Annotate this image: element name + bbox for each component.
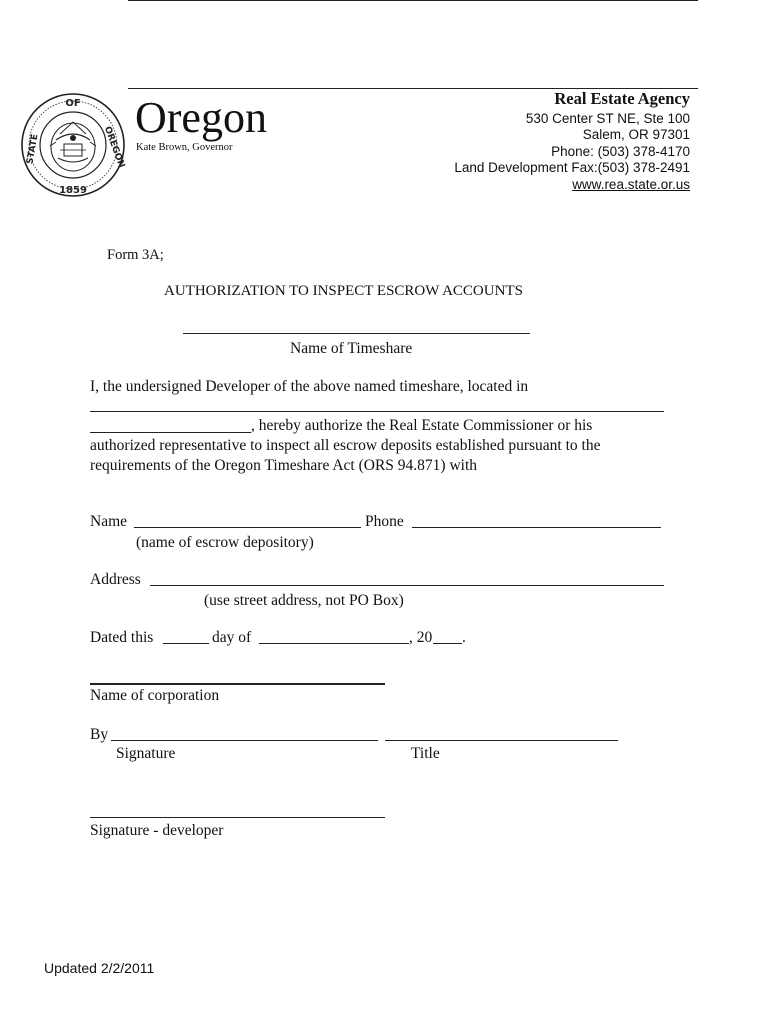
name-label: Name bbox=[90, 513, 128, 530]
agency-address-2: Salem, OR 97301 bbox=[582, 127, 690, 142]
name-hint: (name of escrow depository) bbox=[136, 534, 314, 551]
agency-address-1: 530 Center ST NE, Ste 100 bbox=[525, 110, 690, 126]
authorization-line-1: I, the undersigned Developer of the above named timeshare, located in bbox=[90, 378, 529, 395]
address-hint: (use street address, not PO Box) bbox=[204, 592, 404, 609]
authorization-line-3: , hereby authorize the Real Estate Commissioner or his bbox=[251, 417, 593, 434]
signature-label: Signature bbox=[116, 745, 176, 762]
agency-fax: Land Development Fax:(503) 378-2491 bbox=[454, 160, 690, 175]
developer-signature-field[interactable] bbox=[90, 817, 385, 818]
svg-text:OF: OF bbox=[65, 98, 81, 109]
svg-text:1859: 1859 bbox=[59, 185, 87, 196]
agency-name: Real Estate Agency bbox=[554, 89, 690, 108]
address-field[interactable] bbox=[150, 585, 664, 586]
agency-website-link[interactable]: www.rea.state.or.us bbox=[572, 176, 690, 192]
escrow-phone-field[interactable] bbox=[412, 527, 661, 528]
timeshare-name-label: Name of Timeshare bbox=[290, 340, 413, 357]
title-field[interactable] bbox=[385, 740, 618, 741]
month-field[interactable] bbox=[259, 643, 409, 644]
phone-label: Phone bbox=[365, 513, 404, 530]
title-label: Title bbox=[411, 745, 440, 762]
escrow-name-field[interactable] bbox=[134, 527, 361, 528]
year-prefix: , 20 bbox=[409, 629, 433, 646]
year-suffix: . bbox=[462, 629, 466, 646]
year-field[interactable] bbox=[433, 643, 462, 644]
form-title: AUTHORIZATION TO INSPECT ESCROW ACCOUNTS bbox=[164, 283, 523, 299]
dated-label: Dated this bbox=[90, 629, 154, 646]
authorization-line-4: authorized representative to inspect all escrow deposits established pursuant to the bbox=[90, 437, 601, 454]
form-number: Form 3A; bbox=[107, 247, 164, 263]
signature-field[interactable] bbox=[111, 740, 378, 741]
svg-text:OREGON: OREGON bbox=[101, 125, 126, 170]
day-field[interactable] bbox=[163, 643, 209, 644]
state-title: Oregon bbox=[135, 93, 267, 142]
authorization-line-5: requirements of the Oregon Timeshare Act (ORS 94.871) with bbox=[90, 457, 478, 474]
svg-text:STATE: STATE bbox=[25, 133, 41, 166]
corporation-label: Name of corporation bbox=[90, 687, 220, 704]
agency-phone: Phone: (503) 378-4170 bbox=[551, 143, 690, 159]
developer-signature-label: Signature - developer bbox=[90, 822, 224, 839]
location-field-short[interactable] bbox=[90, 432, 251, 433]
governor-line: Kate Brown, Governor bbox=[136, 142, 233, 153]
address-label: Address bbox=[90, 571, 141, 588]
state-seal-icon bbox=[20, 92, 126, 198]
by-label: By bbox=[90, 726, 109, 743]
updated-date: Updated 2/2/2011 bbox=[44, 960, 155, 976]
timeshare-name-field[interactable] bbox=[183, 333, 530, 334]
top-rule bbox=[128, 0, 698, 1]
location-field[interactable] bbox=[90, 411, 664, 412]
corporation-field[interactable] bbox=[90, 683, 385, 685]
agency-contact bbox=[454, 91, 690, 193]
day-of-label: day of bbox=[212, 629, 252, 646]
